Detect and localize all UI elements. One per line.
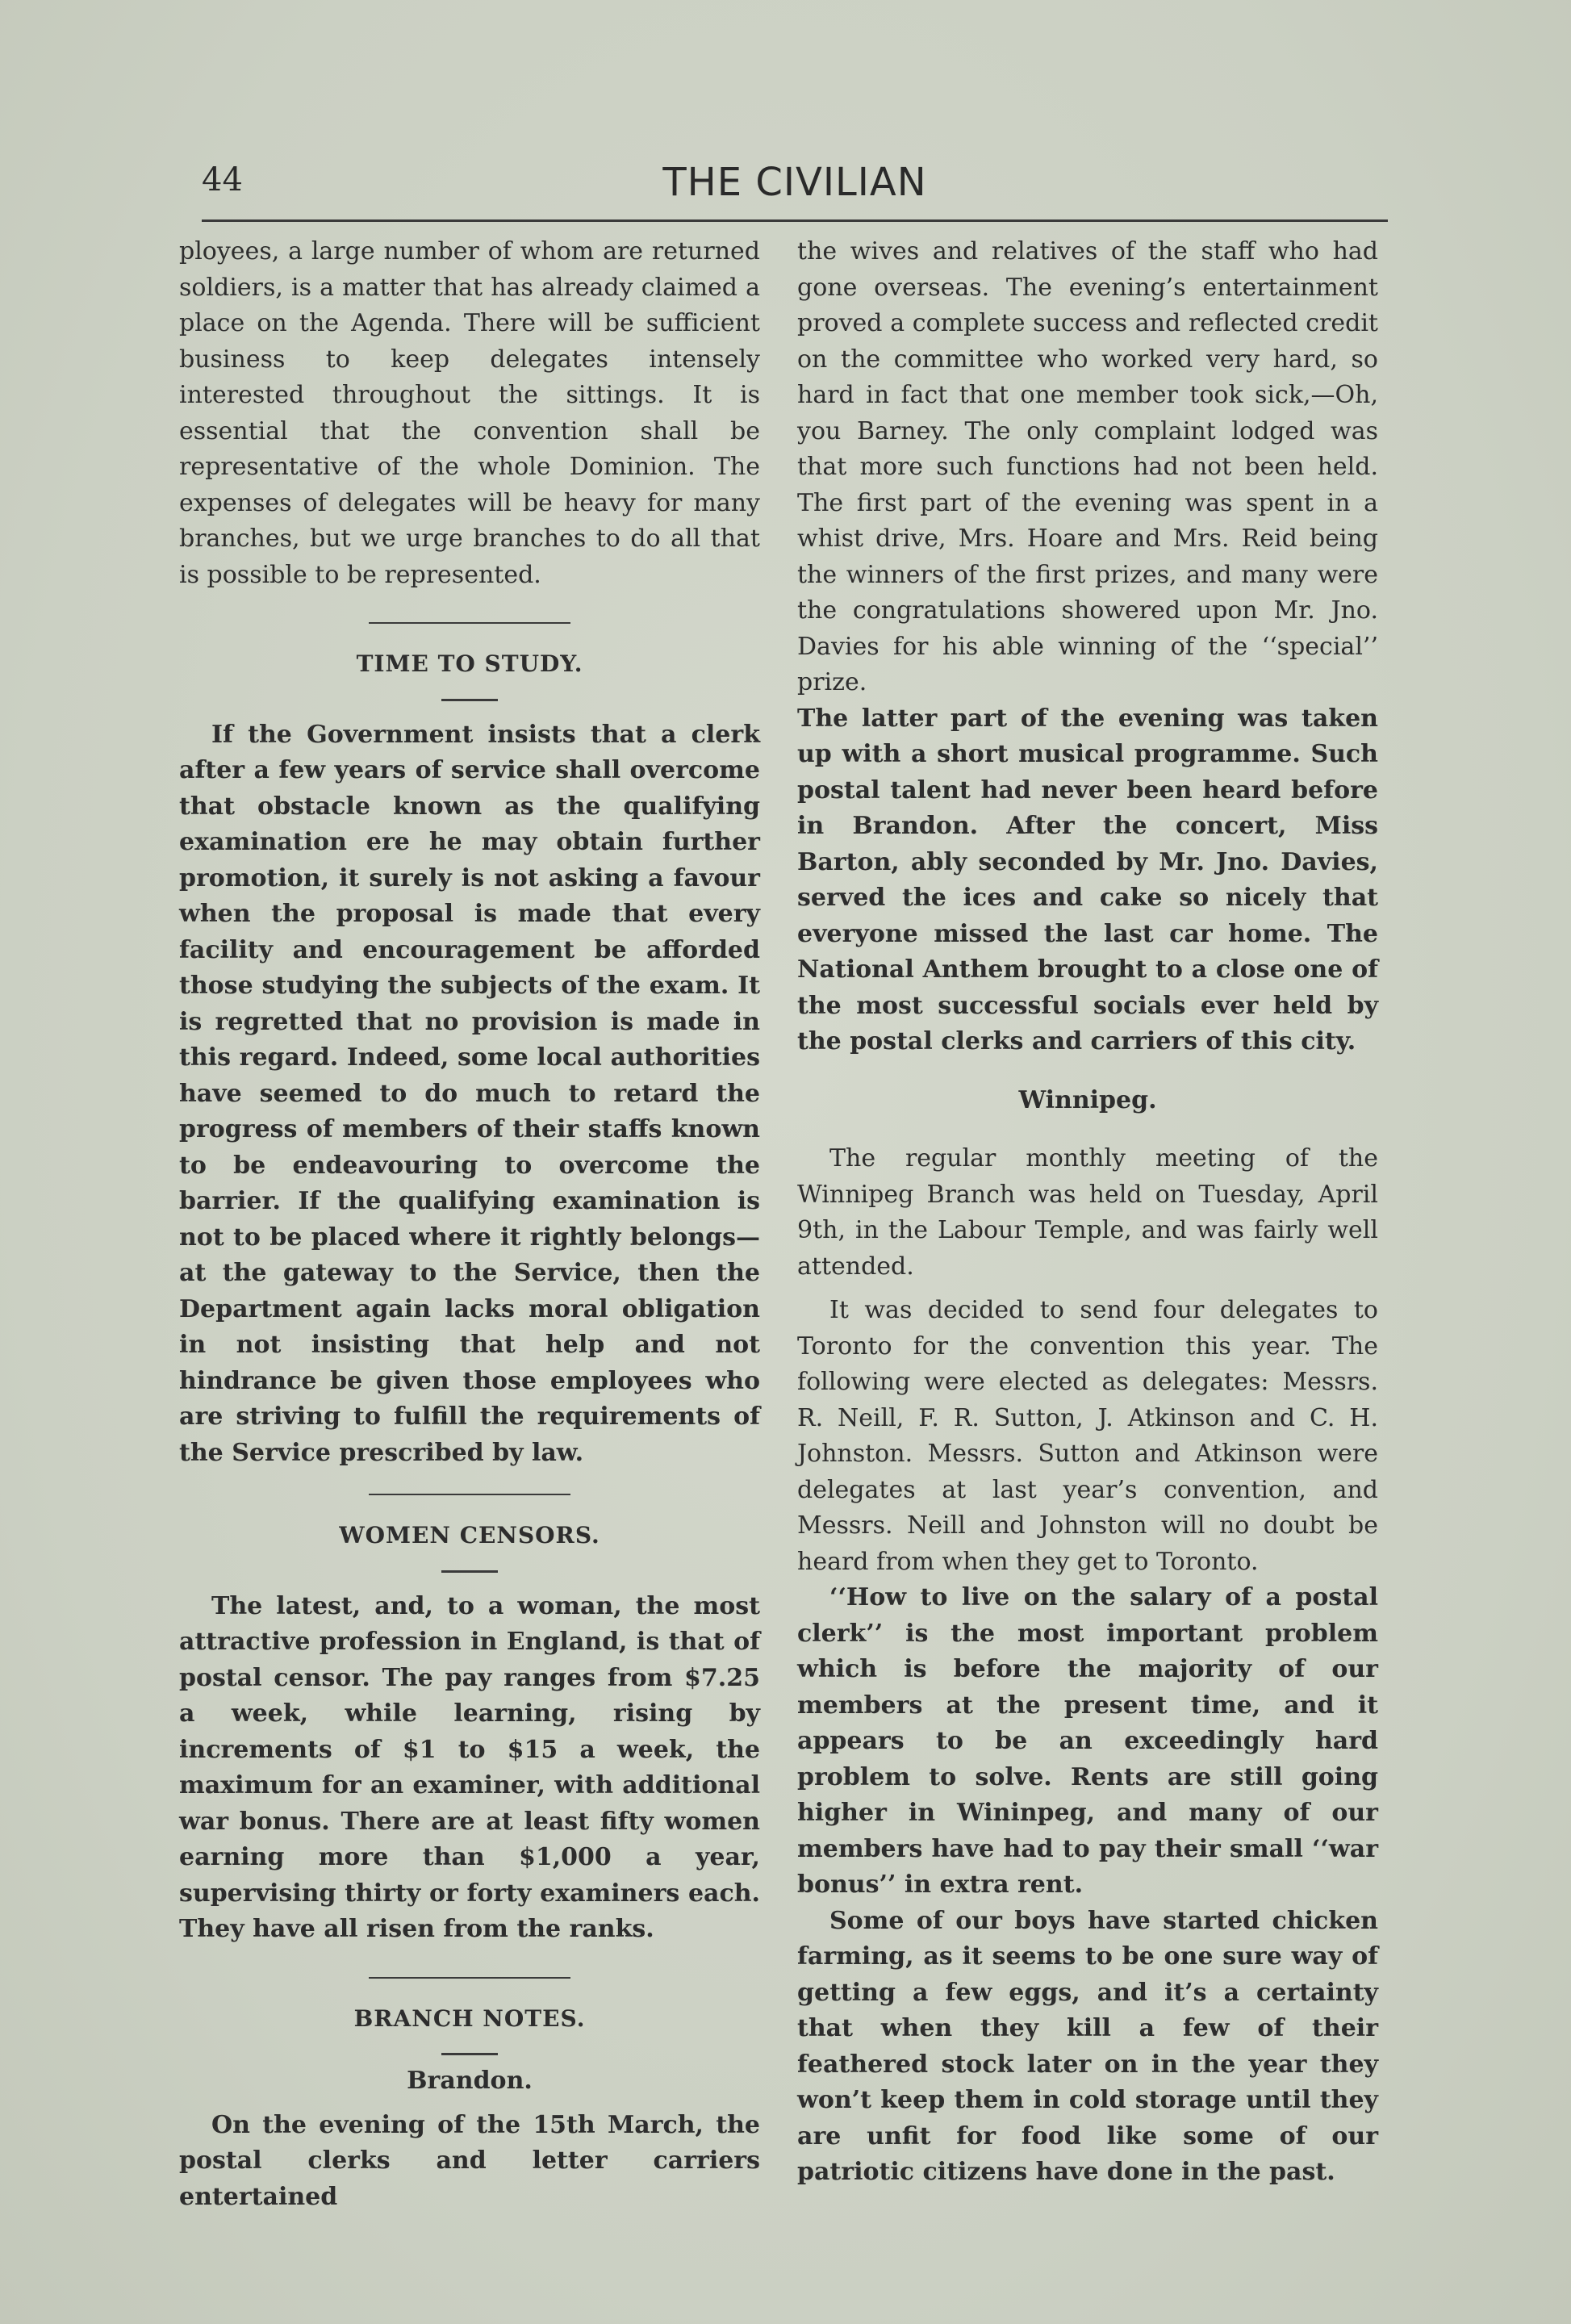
intro-paragraph: ployees, a large number of whom are returned soldiers, is a matter that has already claimed a place on the Agenda. There will be sufficient business to keep delegates intensely interested throughout the sittings. It is essential that the convention shall be representative of the whole Dominion. The expenses of delegates will be heavy for many branches, but we urge branches to do all that is possible to be represented. — [179, 237, 760, 589]
page-header — [202, 153, 1388, 218]
header-rule — [202, 219, 1388, 222]
winnipeg-paragraph-4: Some of our boys have started chicken farming, as it seems to be one sure way of getting a few eggs, and it’s a certainty that when they kill a few of their feathered stock later on in the year they won’t keep them in cold storage until they are unfit for food like some of our patriotic citizens have done in the past. — [797, 1906, 1378, 2186]
winnipeg-paragraph-2: It was decided to send four delegates to Toronto for the convention this year. The following were elected as delegates: Messrs. R. Neill, F. R. Sutton, J. Atkinson and C. H. Johnston. Messrs. Sutton and Atkinson were delegates at last year’s convention, and Messrs. Neill and Johnston will no doubt be heard from when they get to Toronto. — [797, 1296, 1378, 1576]
running-title: THE CIVILIAN — [662, 160, 927, 205]
women-censors-body: The latest, and, to a woman, the most attractive profession in England, is that of postal censor. The pay ranges from $7.25 a week, while learning, rising by increments of $1 to $15 a week, the maximum for an examiner, with additional war bonus. There are at least fifty women earning more than $1,000 a year, supervising thirty or forty examiners each. They have all risen from the ranks. — [179, 1591, 760, 1943]
page-number: 44 — [202, 161, 243, 199]
winnipeg-subheading: Winnipeg. — [1018, 1085, 1157, 1114]
time-to-study-heading: TIME TO STUDY. — [356, 650, 583, 677]
time-to-study-body: If the Government insists that a clerk after a few years of service shall overcome that obstacle known as the qualifying examination ere he may obtain further promotion, it surely is not asking a favour when the proposal is made that every facility and encouragement be afforded those studying the subjects of the exam. It is regretted that no provision is made in this regard. Indeed, some local authorities have seemed to do much to retard the progress of members of their staffs known to be endeavouring to overcome the barrier. If the qualifying examination is not to be placed where it rightly belongs—at the gateway to the Service, then the Department again lacks moral obligation in not insisting that help and not hindrance be given those employees who are striving to fulfill the requirements of the Service prescribed by law. — [179, 720, 760, 1467]
winnipeg-paragraph-3: ‘‘How to live on the salary of a postal clerk’’ is the most important problem which is before the majority of our members at the present time, and it appears to be an exceedingly hard problem to solve. Rents are still going higher in Wininpeg, and many of our members have had to pay their small ‘‘war bonus’’ in extra rent. — [797, 1583, 1378, 1899]
left-column — [179, 234, 760, 2215]
brandon-body-start: On the evening of the 15th March, the postal clerks and letter carriers entertained — [179, 2110, 760, 2211]
brandon-continued-paragraph: the wives and relatives of the staff who had gone overseas. The evening’s entertainment proved a complete success and reflected credit on the committee who worked very hard, so hard in fact that one member took sick,—Oh, you Barney. The only complaint lodged was that more such functions had not been held. The first part of the evening was spent in a whist drive, Mrs. Hoare and Mrs. Reid being the winners of the first prizes, and many were the congratulations showered upon Mr. Jno. Davies for his able winning of the ‘‘special’’ prize. — [797, 237, 1378, 696]
women-censors-heading: WOMEN CENSORS. — [339, 1522, 600, 1549]
brandon-subheading: Brandon. — [407, 2067, 533, 2095]
branch-notes-heading: BRANCH NOTES. — [353, 2004, 586, 2032]
right-column — [797, 234, 1378, 2191]
winnipeg-paragraph-1: The regular monthly meeting of the Winnipeg Branch was held on Tuesday, April 9th, in the Labour Temple, and was fairly well attended. — [797, 1144, 1378, 1281]
brandon-concert-paragraph: The latter part of the evening was taken up with a short musical programme. Such postal talent had never been heard before in Brandon. After the concert, Miss Barton, ably seconded by Mr. Jno. Davies, served the ices and cake so nicely that everyone missed the last car home. The National Anthem brought to a close one of the most successful socials ever held by the postal clerks and carriers of this city. — [797, 704, 1378, 1055]
